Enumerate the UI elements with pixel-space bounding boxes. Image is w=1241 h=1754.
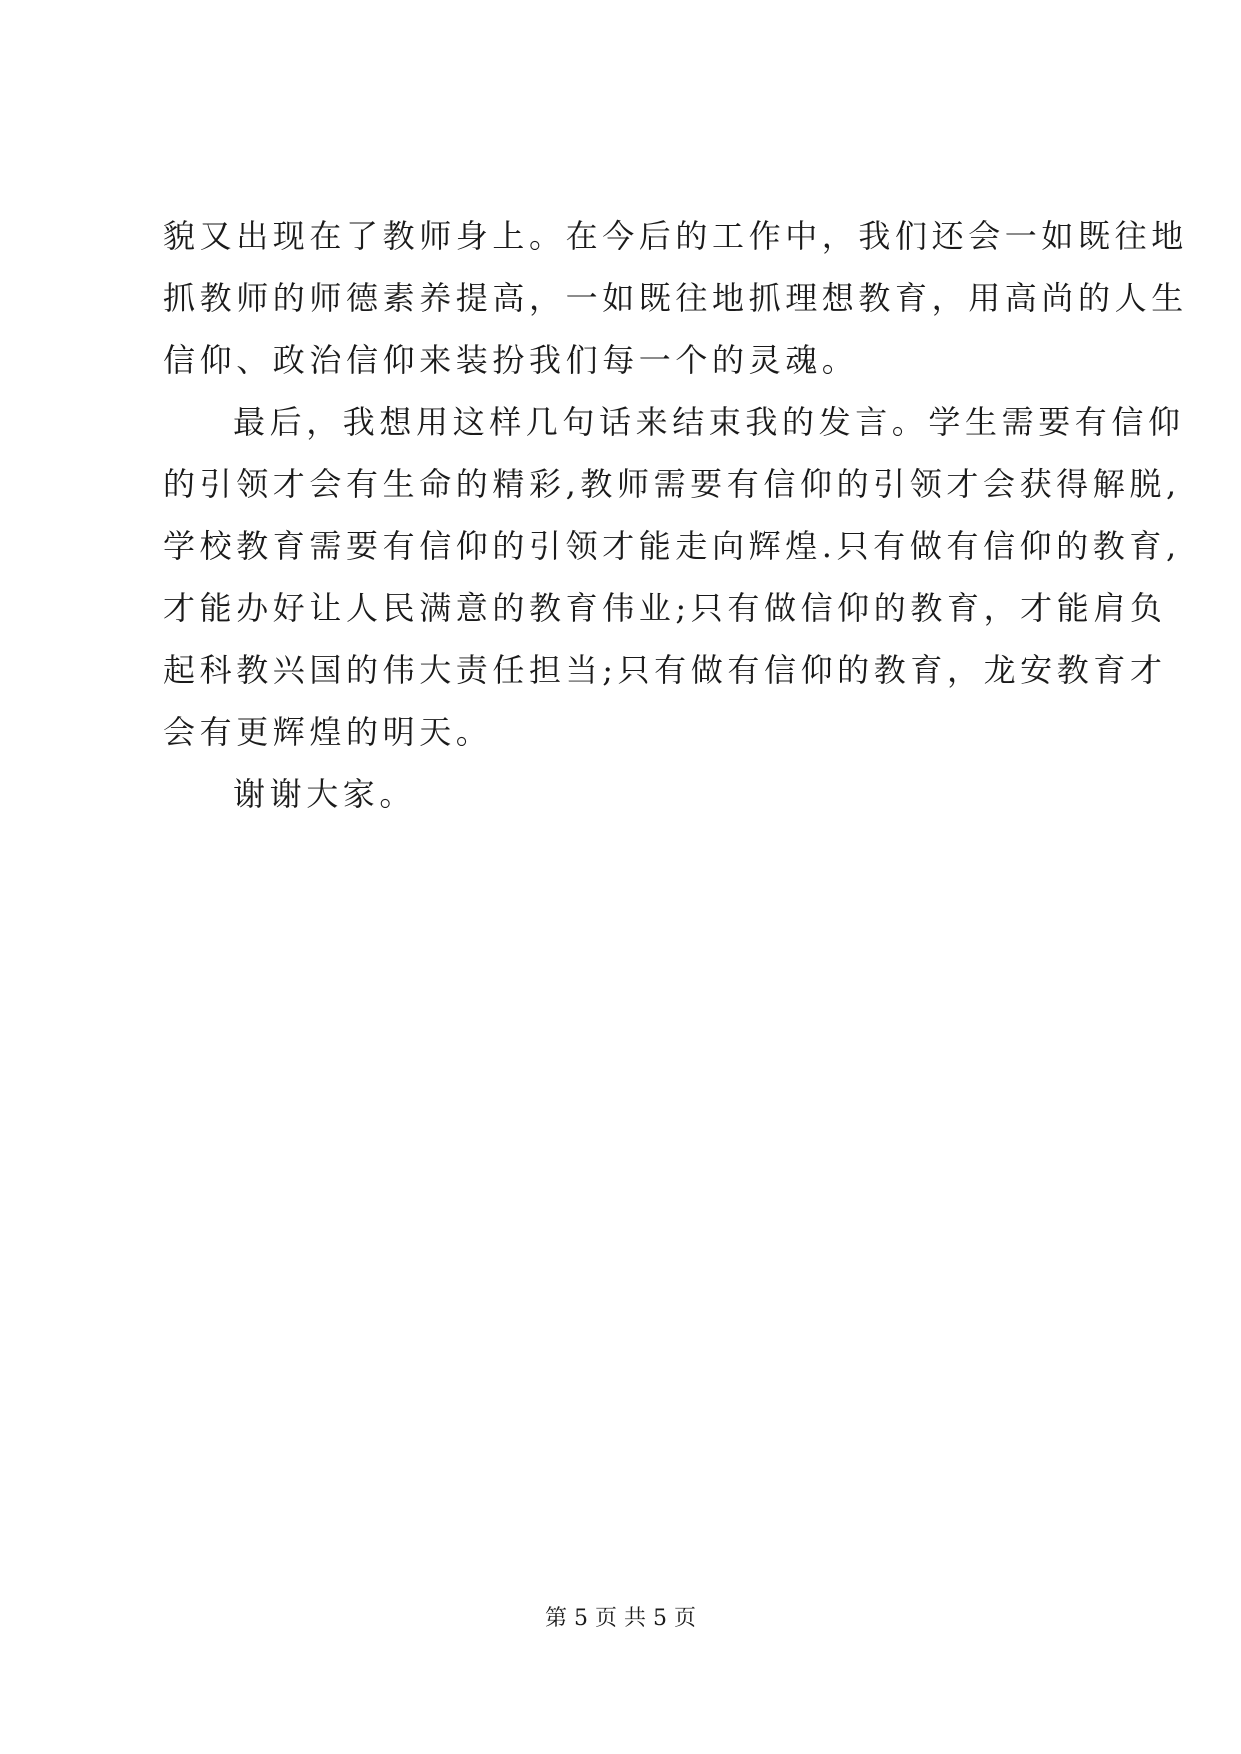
text-line: 谢谢大家。 bbox=[233, 775, 417, 813]
page-number-label: 第 5 页 共 5 页 bbox=[545, 1606, 696, 1631]
text-line: 信仰、政治信仰来装扮我们每一个的灵魂。 bbox=[163, 341, 859, 379]
document-body bbox=[163, 205, 1188, 825]
paragraph bbox=[163, 391, 1185, 763]
text-line: 学校教育需要有信仰的引领才能走向辉煌.只有做有信仰的教育, bbox=[163, 527, 1181, 565]
text-line: 才能办好让人民满意的教育伟业;只有做信仰的教育，才能肩负 bbox=[163, 589, 1167, 627]
text-line: 的引领才会有生命的精彩,教师需要有信仰的引领才会获得解脱, bbox=[163, 465, 1181, 503]
text-line: 抓教师的师德素养提高，一如既往地抓理想教育，用高尚的人生 bbox=[163, 279, 1188, 317]
text-line: 最后，我想用这样几句话来结束我的发言。学生需要有信仰 bbox=[233, 403, 1185, 441]
page-footer bbox=[0, 1604, 1241, 1634]
text-line: 会有更辉煌的明天。 bbox=[163, 713, 493, 751]
text-line: 貌又出现在了教师身上。在今后的工作中，我们还会一如既往地 bbox=[163, 217, 1188, 255]
paragraph bbox=[163, 205, 1188, 391]
text-line: 起科教兴国的伟大责任担当;只有做有信仰的教育，龙安教育才 bbox=[163, 651, 1167, 689]
paragraph bbox=[163, 763, 1083, 825]
